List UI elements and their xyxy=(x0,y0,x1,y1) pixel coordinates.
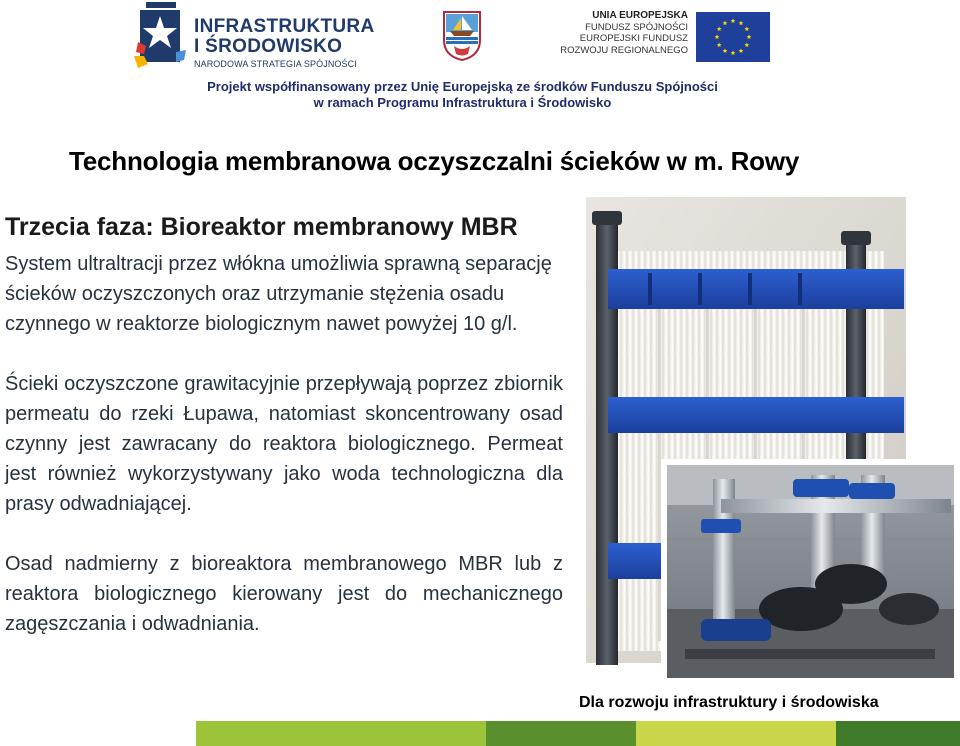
page-title: Technologia membranowa oczyszczalni ścieków w m. Rowy xyxy=(69,146,800,176)
footer-color-bar xyxy=(196,721,960,746)
nss-star-logo-icon xyxy=(132,2,188,70)
project-cofinancing-note xyxy=(0,79,925,111)
pump-station-photo xyxy=(661,459,960,684)
paragraph-excess-sludge: Osad nadmierny z bioreaktora membranowego MBR lub z reaktora biologicznego kierowany jest do mechanicznego zagęszczania i odwadniania. xyxy=(5,553,563,635)
footer-bar-segment xyxy=(636,721,836,746)
footer-bar-segment xyxy=(486,721,636,746)
eu-line-4: ROZWOJU REGIONALNEGO xyxy=(560,44,688,56)
municipal-crest-icon xyxy=(442,10,482,62)
logo-brand-line-2: I ŚRODOWISKO xyxy=(194,36,343,57)
project-line-2: w ramach Programu Infrastruktura i Środowisko xyxy=(313,95,612,110)
paragraph-treated-sewage: Ścieki oczyszczone grawitacyjnie przepływają poprzez zbiornik permeatu do rzeki Łupawa, natomiast skoncentrowany osad czynny jest zawracany do reaktora biologicznego. Permeat jest również wykorzystywany jako woda technologiczna dla prasy odwadniającej. xyxy=(5,373,563,515)
eu-flag-icon xyxy=(696,12,770,62)
infrastruktura-srodowisko-logo xyxy=(132,2,375,72)
project-line-1: Projekt współfinansowany przez Unię Europejską ze środków Funduszu Spójności xyxy=(207,79,718,94)
footer-slogan: Dla rozwoju infrastruktury i środowiska xyxy=(579,694,879,711)
footer-bar-segment xyxy=(836,721,960,746)
paragraph-ultrafiltration: System ultraltracji przez włókna umożliwia sprawną separację ścieków oczyszczonych oraz utrzymanie stężenia osadu czynnego w reaktorze biologicznym nawet powyżej 10 g/l. xyxy=(5,253,552,335)
logo-brand-line-1: INFRASTRUKTURA xyxy=(194,16,375,37)
eu-line-2: FUNDUSZ SPÓJNOŚCI xyxy=(585,21,688,33)
footer-bar-segment xyxy=(196,721,486,746)
logo-brand-subtitle: NARODOWA STRATEGIA SPÓJNOŚCI xyxy=(194,59,357,69)
eu-line-1: UNIA EUROPEJSKA xyxy=(592,10,688,21)
section-heading: Trzecia faza: Bioreaktor membranowy MBR xyxy=(5,213,518,241)
eu-funds-logo xyxy=(560,10,770,62)
eu-line-3: EUROPEJSKI FUNDUSZ xyxy=(579,33,688,44)
